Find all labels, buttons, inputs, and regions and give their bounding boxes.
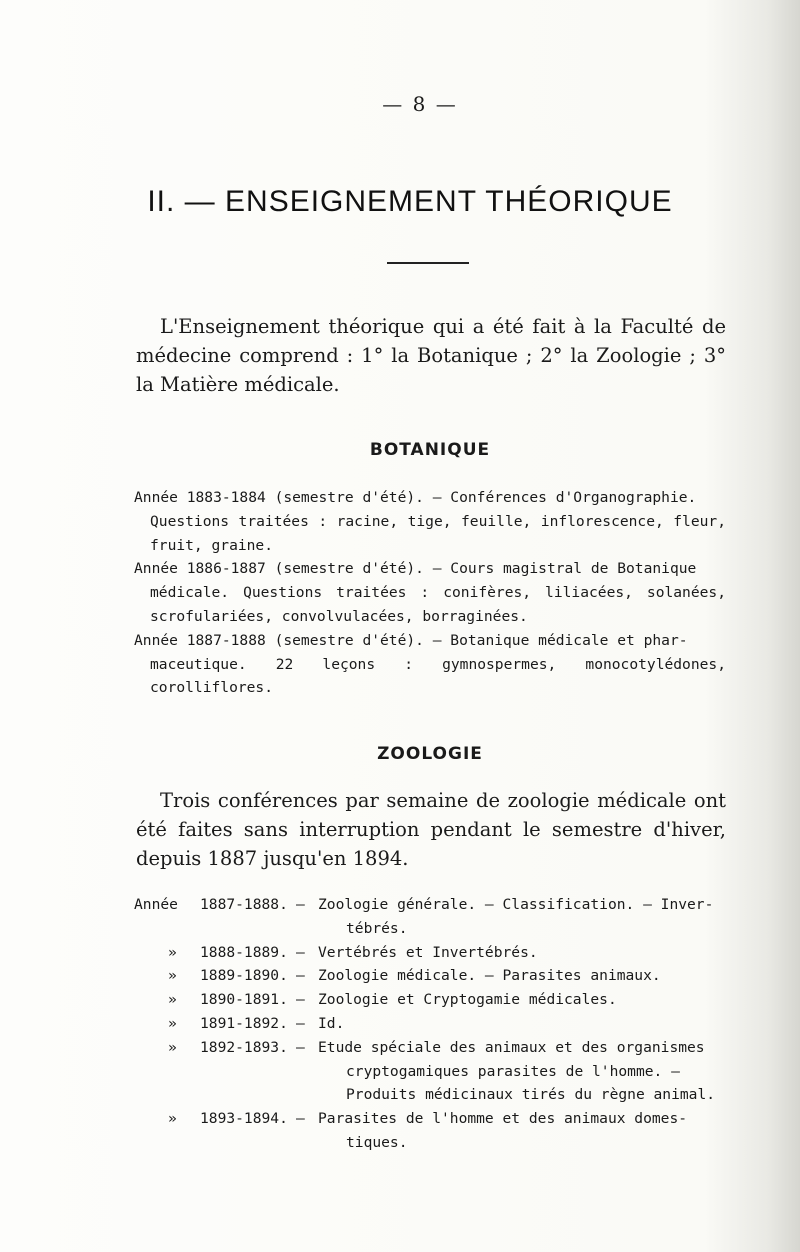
botanique-entry <box>134 486 726 557</box>
botanique-entry <box>134 557 726 628</box>
zoologie-schedule <box>134 893 734 1155</box>
chapter-title: II. — ENSEIGNEMENT THÉORIQUE <box>147 185 673 218</box>
row-dash: — <box>296 967 305 985</box>
row-dash: — <box>296 1014 305 1032</box>
row-desc-text: Zoologie médicale. — Parasites animaux. <box>318 967 661 985</box>
schedule-row <box>134 1012 734 1036</box>
row-dash: — <box>296 991 305 1009</box>
botanique-heading: BOTANIQUE <box>369 440 491 460</box>
row-lead: » <box>168 1038 177 1056</box>
schedule-row <box>134 893 734 941</box>
row-dash: — <box>296 1110 305 1128</box>
row-desc-text: Etude spéciale des animaux et des organismes <box>318 1038 705 1056</box>
row-desc-text: Parasites de l'homme et des animaux domes- <box>318 1110 688 1128</box>
schedule-row <box>134 941 734 965</box>
row-description <box>318 1036 734 1107</box>
row-description <box>318 1107 734 1155</box>
row-lead: Année <box>134 896 178 913</box>
row-desc-continuation: cryptogamiques parasites de l'homme. — Produits médicinaux tirés du règne animal. <box>346 1062 716 1104</box>
row-dash: — <box>296 1038 305 1056</box>
row-description <box>318 1012 734 1036</box>
zoologie-intro: Trois conférences par semaine de zoologie médicale ont été faites sans interruption pendant le semestre d'hiver, depuis 1887 jusqu'en 1894. <box>136 789 726 870</box>
row-year: 1893-1894. <box>200 1110 288 1128</box>
row-year: 1892-1893. <box>200 1038 288 1056</box>
row-dash: — <box>296 943 305 961</box>
botanique-entry <box>134 629 726 700</box>
title-rule <box>387 262 469 264</box>
page-number: — 8 — <box>382 92 458 116</box>
row-description <box>318 988 734 1012</box>
row-description <box>318 941 734 965</box>
zoologie-heading: ZOOLOGIE <box>377 744 483 764</box>
row-desc-continuation: tiques. <box>346 1133 408 1151</box>
intro-paragraph: L'Enseignement théorique qui a été fait à la Faculté de médecine comprend : 1° la Botanique ; 2° la Zoologie ; 3° la Matière médicale. <box>136 315 726 396</box>
entry-continuation: médicale. Questions traitées : conifères, liliacées, solanées, scrofulariées, convolvulacées, borraginées. <box>150 584 726 625</box>
botanique-list <box>134 486 726 700</box>
row-dash: — <box>296 896 305 913</box>
row-year: 1890-1891. <box>200 991 288 1009</box>
row-desc-text: Zoologie et Cryptogamie médicales. <box>318 991 617 1009</box>
entry-first-line: Année 1887-1888 (semestre d'été). — Botanique médicale et phar- <box>134 631 688 649</box>
row-lead: » <box>168 943 177 961</box>
row-description <box>318 893 734 941</box>
row-year: 1891-1892. <box>200 1014 288 1032</box>
row-desc-text: Zoologie générale. — Classification. — Inver- <box>318 896 714 913</box>
row-lead: » <box>168 967 177 985</box>
schedule-row <box>134 1107 734 1155</box>
row-year: 1887-1888. <box>200 896 288 913</box>
entry-first-line: Année 1883-1884 (semestre d'été). — Conférences d'Organographie. <box>134 489 697 506</box>
entry-first-line: Année 1886-1887 (semestre d'été). — Cours magistral de Botanique <box>134 560 697 578</box>
row-lead: » <box>168 991 177 1009</box>
entry-continuation: maceutique. 22 leçons : gymnospermes, monocotylédones, corolliflores. <box>150 655 726 697</box>
row-desc-continuation: tébrés. <box>346 919 408 937</box>
entry-continuation: Questions traitées : racine, tige, feuille, inflorescence, fleur, fruit, graine. <box>150 512 726 554</box>
row-year: 1888-1889. <box>200 943 288 961</box>
schedule-row <box>134 988 734 1012</box>
row-desc-text: Id. <box>318 1014 345 1032</box>
row-desc-text: Vertébrés et Invertébrés. <box>318 943 538 961</box>
schedule-row <box>134 964 734 988</box>
row-description <box>318 964 734 988</box>
schedule-row <box>134 1036 734 1107</box>
row-year: 1889-1890. <box>200 967 288 985</box>
row-lead: » <box>168 1110 177 1128</box>
row-lead: » <box>168 1014 177 1032</box>
